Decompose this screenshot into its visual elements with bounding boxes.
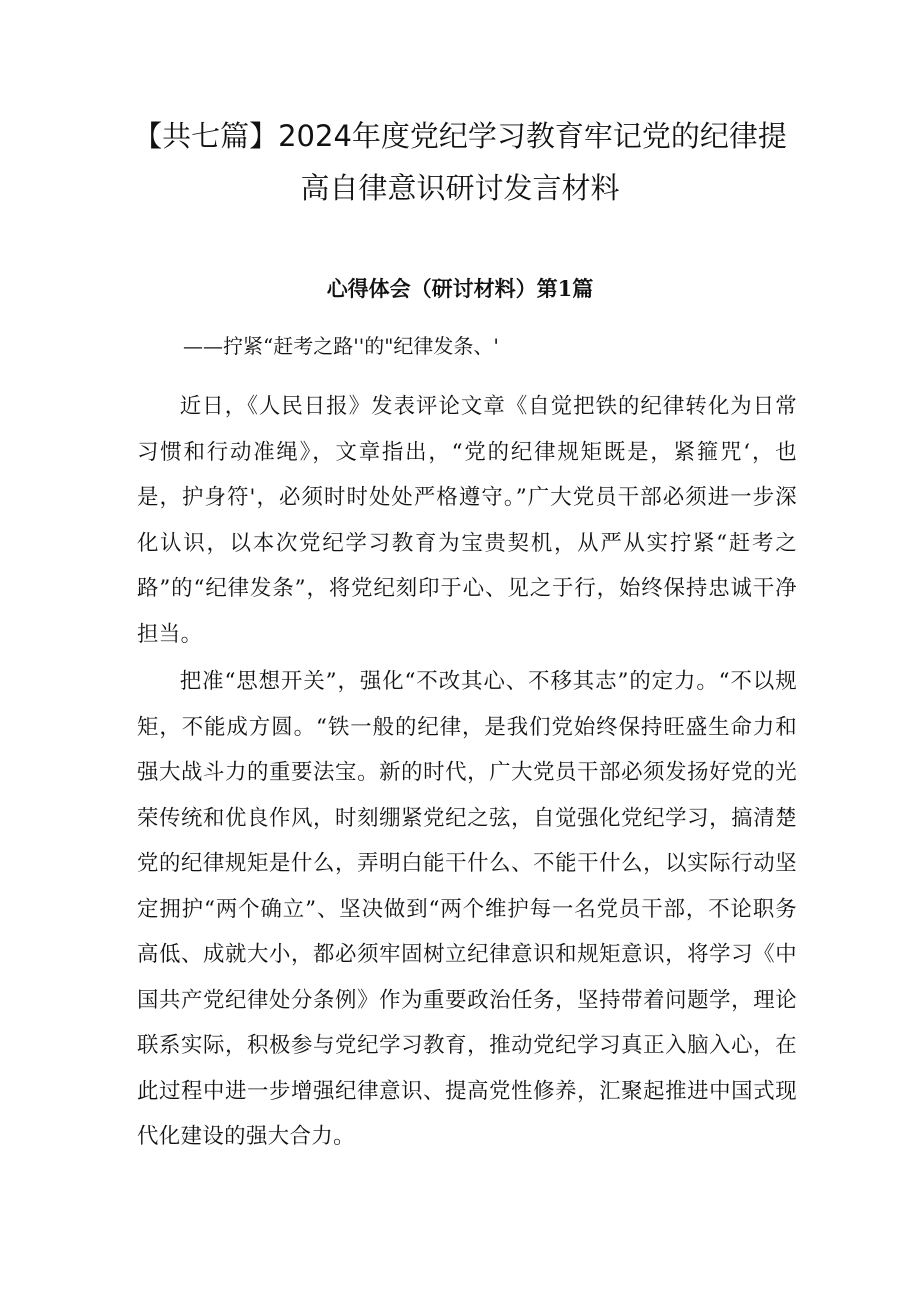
body-paragraph-1: 近日，《人民日报》发表评论文章《自觉把铁的纪律转化为日常习惯和行动准绳》，文章指出，“党的纪律规矩既是，紧箍咒‘，也是，护身符'，必须时时处处严格遵守。”广大党员干部必须进一步深化认识，以本次党纪学习教育为宝贵契机，从严从实拧紧“赶考之路”的“纪律发条”，将党纪刻印于心、见之于行，始终保持忠诚干净担当。 [137, 394, 797, 647]
section-heading: 心得体会（研讨材料）第1篇 [326, 276, 594, 301]
section-subtitle: ——拧紧“赶考之路''的"纪律发条、' [183, 334, 499, 358]
body-paragraph-2: 把准“思想开关”，强化“不改其心、不移其志”的定力。“不以规矩，不能成方圆。“铁一般的纪律，是我们党始终保持旺盛生命力和强大战斗力的重要法宝。新的时代，广大党员干部必须发扬好党的光荣传统和优良作风，时刻绷紧党纪之弦，自觉强化党纪学习，搞清楚党的纪律规矩是什么，弄明白能干什么、不能干什么，以实际行动坚定拥护“两个确立”、坚决做到“两个维护每一名党员干部，不论职务高低、成就大小，都必须牢固树立纪律意识和规矩意识，将学习《中国共产党纪律处分条例》作为重要政治任务，坚持带着问题学，理论联系实际，积极参与党纪学习教育，推动党纪学习真正入脑入心，在此过程中进一步增强纪律意识、提高党性修养，汇聚起推进中国式现代化建设的强大合力。 [137, 669, 797, 1149]
document-title: 【共七篇】2024年度党纪学习教育牢记党的纪律提高自律意识研讨发言材料 [133, 119, 787, 205]
